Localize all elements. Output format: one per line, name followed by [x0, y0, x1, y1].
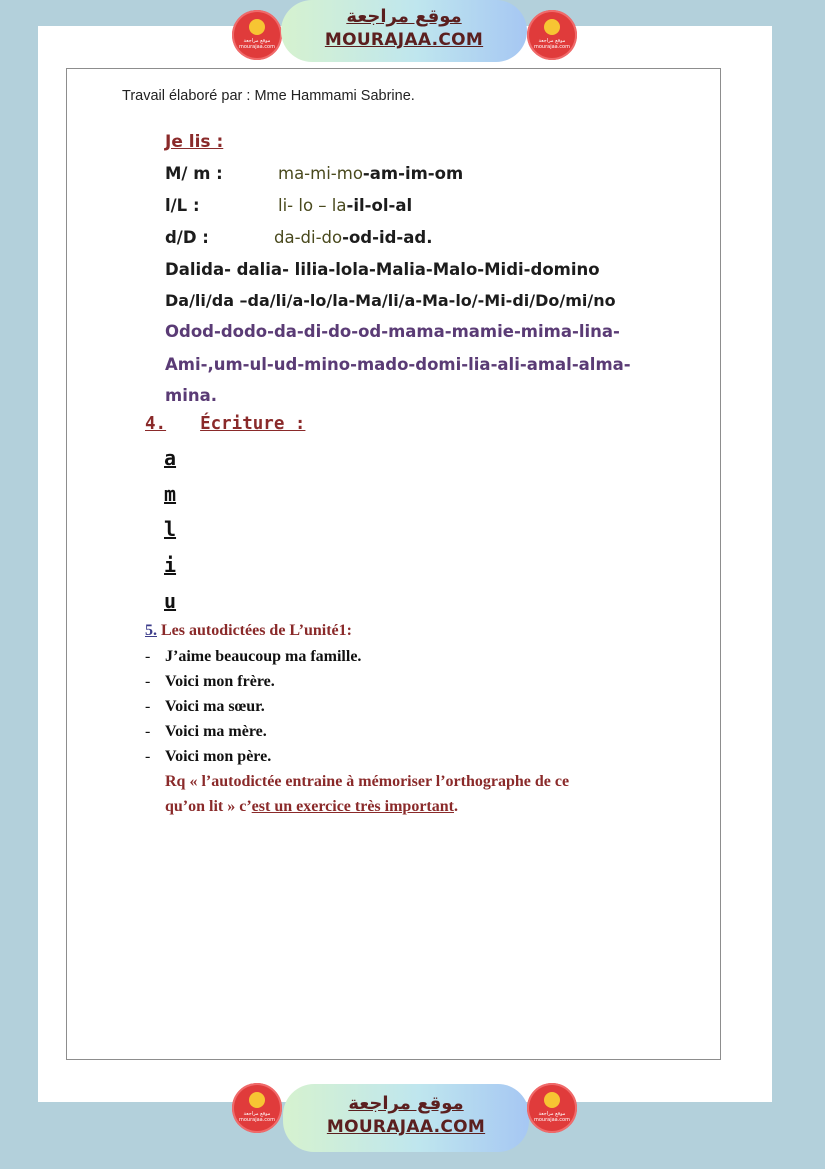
reading-line-words-2: Ami-,um-ul-ud-mino-mado-domi-lia-ali-amal-alma- — [165, 355, 631, 374]
writing-letter-l: l — [164, 517, 177, 541]
logo-right-icon: موقع مراجعة mourajaa.com — [527, 10, 577, 60]
writing-letter-i: i — [164, 553, 177, 577]
writing-letter-u: u — [164, 589, 177, 613]
reading-line-words-1: Odod-dodo-da-di-do-od-mama-mamie-mima-lina- — [165, 322, 620, 341]
reading-row-d: d/D : da-di-do-od-id-ad. — [165, 228, 433, 247]
footer-banner[interactable] — [283, 1084, 529, 1152]
dictation-item: - Voici mon frère. — [145, 673, 275, 690]
footer-logo-left-icon: موقع مراجعة mourajaa.com — [232, 1083, 282, 1133]
author-line: Travail élaboré par : Mme Hammami Sabrine. — [122, 88, 415, 104]
reading-row-l: l/L : li- lo – la-il-ol-al — [165, 196, 413, 215]
remark-line-1: Rq « l’autodictée entraine à mémoriser l’orthographe de ce — [165, 773, 570, 790]
dictation-item: - Voici ma sœur. — [145, 698, 265, 715]
dictation-heading: 5. Les autodictées de L’unité1: — [145, 622, 352, 639]
reading-line-words-3: mina. — [165, 386, 217, 405]
reading-title: Je lis : — [165, 132, 224, 152]
header-arabic-title: موقع مراجعة — [346, 6, 462, 27]
dictation-item: - Voici ma mère. — [145, 723, 267, 740]
remark-line-2: qu’on lit » c’est un exercice très important. — [165, 798, 458, 815]
footer-site-name: MOURAJAA.COM — [326, 1117, 486, 1137]
footer-logo-right-icon: موقع مراجعة mourajaa.com — [527, 1083, 577, 1133]
writing-letter-m: m — [164, 482, 177, 506]
writing-letter-a: a — [164, 446, 177, 470]
dictation-item: - Voici mon père. — [145, 748, 272, 765]
dictation-item: - J’aime beaucoup ma famille. — [145, 648, 362, 665]
reading-line-syllables: Da/li/da –da/li/a-lo/la-Ma/li/a-Ma-lo/-Mi-di/Do/mi/no — [165, 291, 616, 310]
reading-row-m: M/ m : ma-mi-mo-am-im-om — [165, 164, 464, 183]
reading-line-names: Dalida- dalia- lilia-lola-Malia-Malo-Midi-domino — [165, 260, 600, 279]
header-site-name: MOURAJAA.COM — [324, 30, 484, 50]
logo-left-icon: موقع مراجعة mourajaa.com — [232, 10, 282, 60]
writing-heading: 4. Écriture : — [145, 414, 306, 434]
footer-arabic-title: موقع مراجعة — [348, 1093, 464, 1114]
